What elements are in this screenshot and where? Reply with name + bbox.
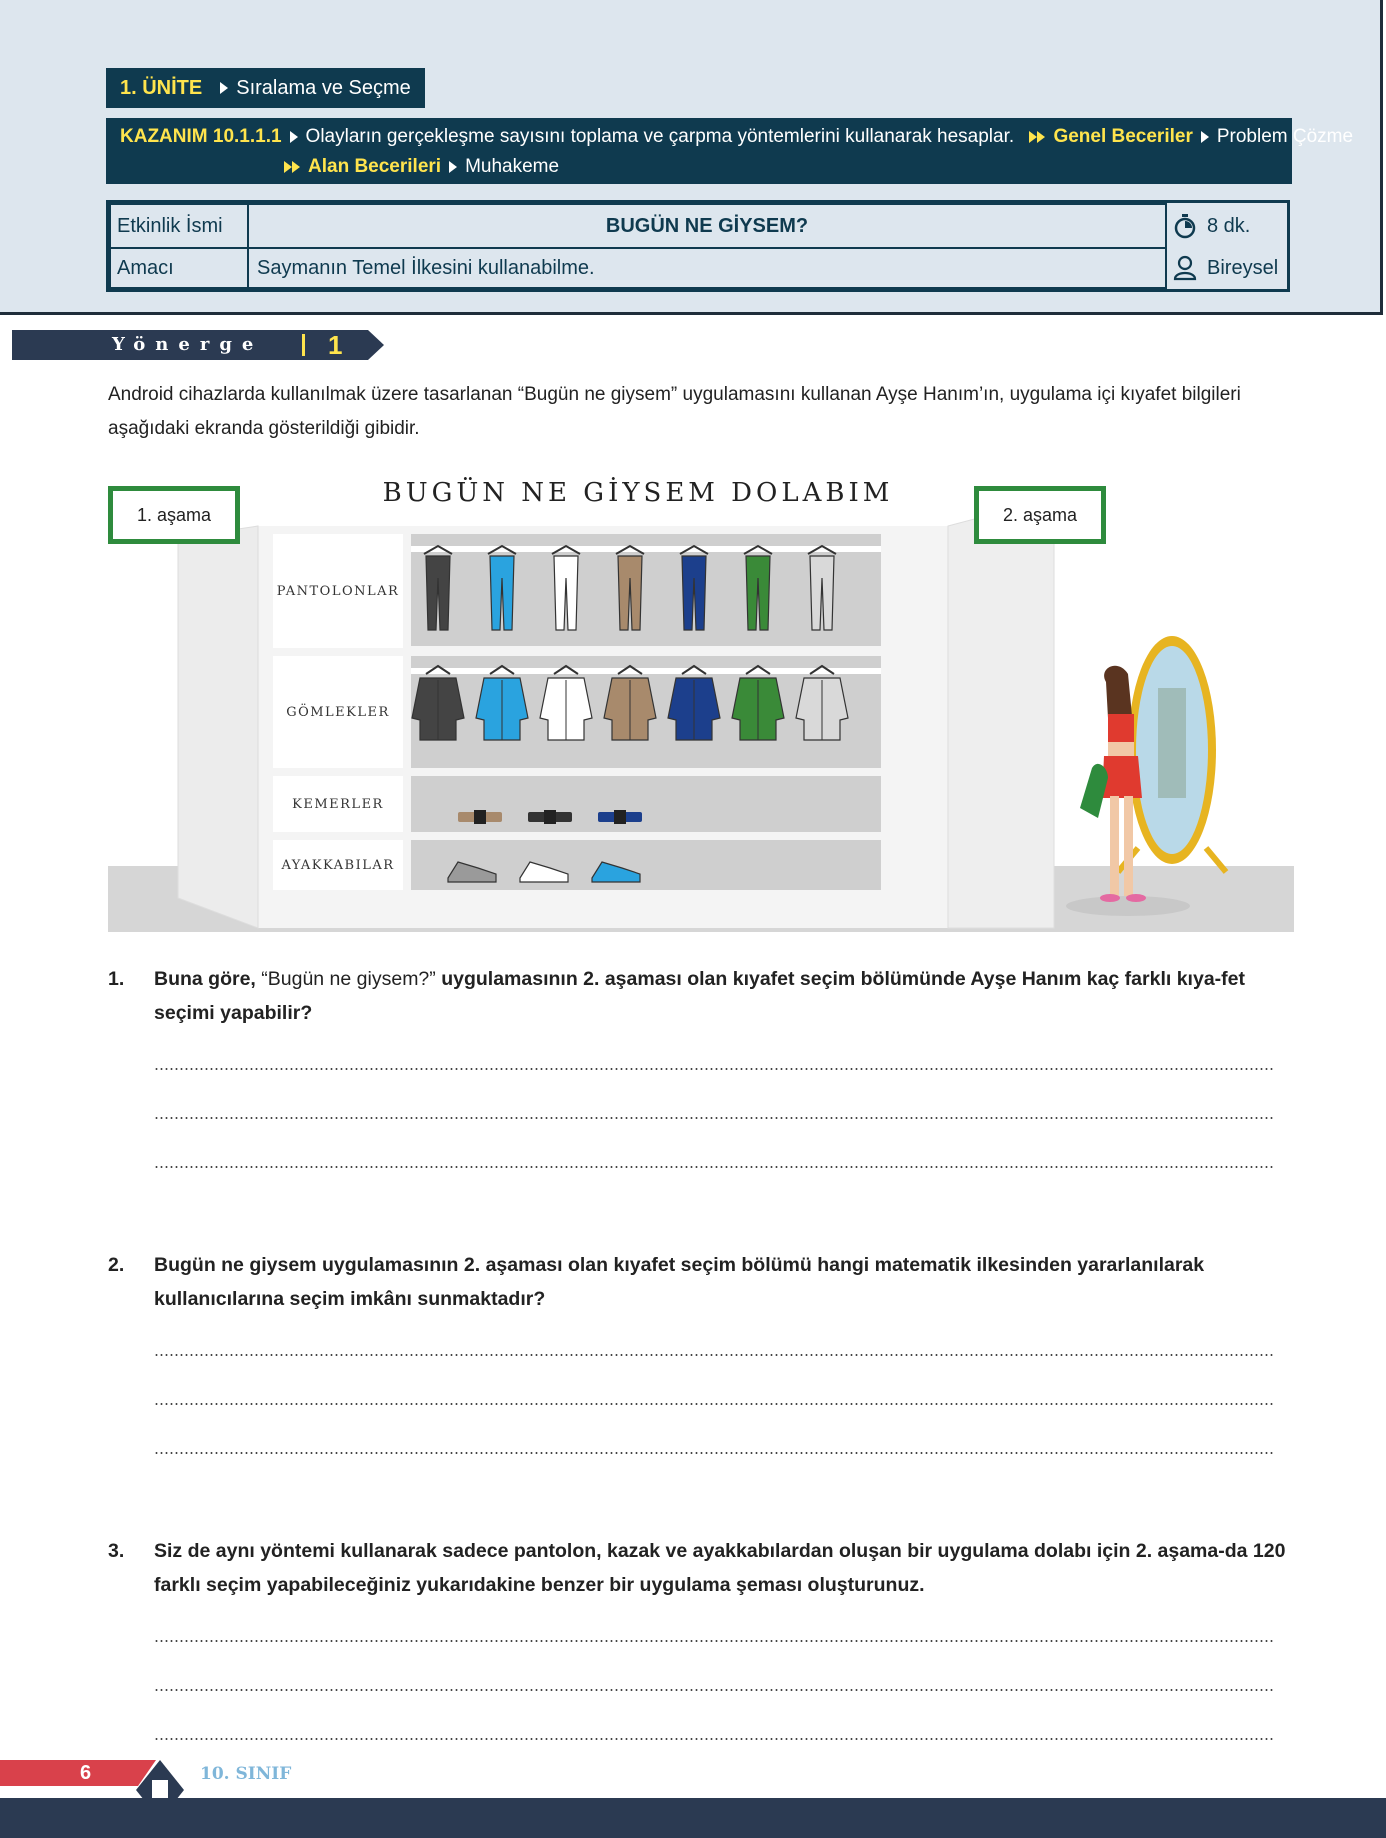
grade-label: 10. SINIF — [200, 1764, 292, 1784]
answer-line[interactable] — [154, 1452, 1274, 1454]
question-text: Buna göre, “Bugün ne giysem?” uygulamasının 2. aşaması olan kıyafet seçim bölümünde Ayşe Hanım kaç farklı kıya-fet seçimi yapabilir? — [154, 968, 1245, 1024]
wardrobe-illustration — [108, 478, 1294, 932]
category-shoes: AYAKKABILAR — [273, 840, 403, 890]
activity-aim-value: Saymanın Temel İlkesini kullanabilme. — [247, 247, 1167, 289]
yonerge-tab — [12, 330, 384, 360]
arrow-right-icon — [449, 161, 457, 173]
mirror-image — [1118, 636, 1226, 872]
work-mode — [1165, 247, 1287, 289]
person-icon — [1173, 255, 1197, 281]
question-text: Bugün ne giysem uygulamasının 2. aşaması olan kıyafet seçim bölümü hangi matematik ilkesinden yararlanılarak kullanıcılarına seçim imkânı sunmaktadır? — [154, 1254, 1205, 1310]
answer-line[interactable] — [154, 1068, 1274, 1070]
activity-name-value: BUGÜN NE GİYSEM? — [247, 203, 1167, 249]
answer-line[interactable] — [154, 1117, 1274, 1119]
question-text: Siz de aynı yöntemi kullanarak sadece pantolon, kazak ve ayakkabılardan oluşan bir uygulama dolabı için 2. aşama-da 120 farklı seçim yapabileceğiniz yukarıdakine benzer bir uygulama şeması oluşturunuz. — [154, 1540, 1286, 1596]
genel-beceriler-value: Problem Çözme — [1216, 126, 1354, 147]
yonerge-label: Yönerge — [112, 334, 264, 355]
stopwatch-icon — [1173, 213, 1197, 239]
activity-info-table — [106, 200, 1290, 292]
yonerge-number: 1 — [328, 330, 343, 360]
arrow-right-icon — [1201, 131, 1209, 143]
unit-banner — [106, 68, 425, 108]
wardrobe-title: BUGÜN NE GİYSEM DOLABIM — [382, 478, 894, 508]
work-mode-value: Bireysel — [1207, 256, 1279, 279]
page-number: 6 — [80, 1762, 92, 1784]
intro-paragraph: Android cihazlarda kullanılmak üzere tasarlanan “Bugün ne giysem” uygulamasını kullanan Ayşe Hanım’ın, uygulama içi kıyafet bilgileri aşağıdaki ekranda gösterildiği gibidir. — [108, 384, 1241, 439]
answer-line[interactable] — [154, 1354, 1274, 1356]
question-number: 3. — [108, 1540, 125, 1562]
arrow-right-icon — [220, 82, 228, 94]
question-number: 1. — [108, 968, 125, 990]
unit-label: 1. ÜNİTE — [120, 76, 203, 99]
page-footer — [0, 1760, 1386, 1838]
answer-line[interactable] — [154, 1689, 1274, 1691]
stage-2-box: 2. aşama — [974, 486, 1106, 544]
answer-line[interactable] — [154, 1403, 1274, 1405]
question-number: 2. — [108, 1254, 125, 1276]
duration — [1165, 203, 1287, 249]
alan-becerileri-label: Alan Becerileri — [308, 156, 442, 177]
kazanim-text: Olayların gerçekleşme sayısını toplama ve çarpma yöntemlerini kullanarak hesaplar. — [305, 126, 1015, 147]
activity-header — [0, 0, 1383, 315]
answer-line[interactable] — [154, 1738, 1274, 1740]
arrow-right-icon — [290, 131, 298, 143]
belt-item — [528, 810, 572, 824]
genel-beceriler-label: Genel Beceriler — [1053, 126, 1193, 147]
belt-item — [598, 810, 642, 824]
category-pants: PANTOLONLAR — [273, 534, 403, 648]
activity-name-label: Etkinlik İsmi — [109, 203, 249, 249]
category-belts: KEMERLER — [273, 776, 403, 832]
double-arrow-icon — [1037, 131, 1045, 143]
unit-topic: Sıralama ve Seçme — [236, 76, 411, 99]
answer-line[interactable] — [154, 1640, 1274, 1642]
double-arrow-icon — [284, 161, 292, 173]
stage-1-box: 1. aşama — [108, 486, 240, 544]
alan-becerileri-value: Muhakeme — [465, 156, 560, 177]
belt-item — [458, 810, 502, 824]
kazanim-label: KAZANIM 10.1.1.1 — [120, 126, 282, 147]
kazanim-banner — [106, 118, 1354, 184]
answer-line[interactable] — [154, 1166, 1274, 1168]
category-shirts: GÖMLEKLER — [273, 656, 403, 768]
double-arrow-icon — [292, 161, 300, 173]
duration-value: 8 dk. — [1207, 214, 1251, 237]
double-arrow-icon — [1029, 131, 1037, 143]
activity-aim-label: Amacı — [109, 247, 249, 289]
